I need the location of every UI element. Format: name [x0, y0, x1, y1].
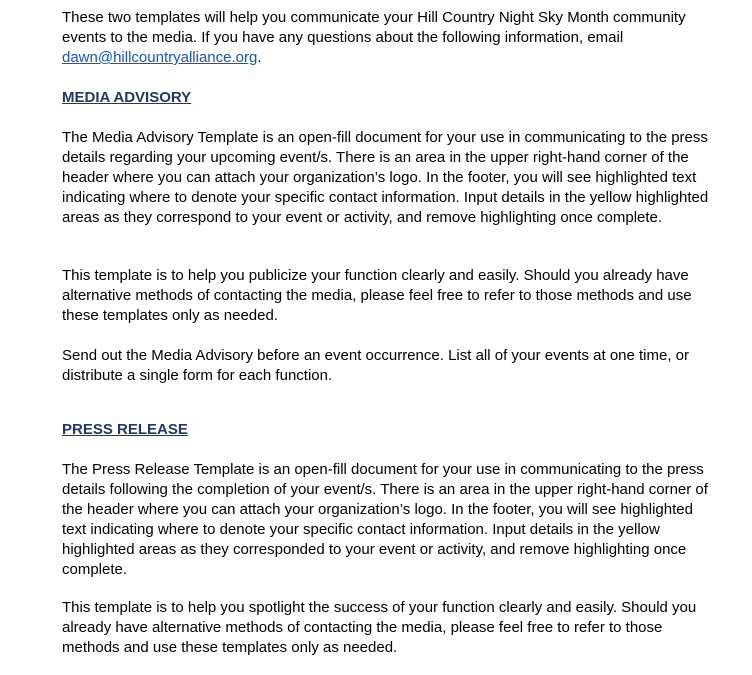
intro-end: .	[257, 49, 262, 66]
press-release-paragraph: The Press Release Template is an open-fill document for your use in communicating to the press details following the completion of your event/s. There is an area in the upper right-hand corner of the header where you can attach your organization’s logo. In the footer, you will see highlighted text indicating where to denote your specific contact information. Input details in the yellow highlighted areas as they corresponded to your event or activity, and remove highlighting once complete.	[62, 461, 708, 578]
media-advisory-paragraph: Send out the Media Advisory before an event occurrence. List all of your events at one time, or distribute a single form for each function.	[62, 347, 690, 384]
intro-paragraph	[62, 8, 712, 68]
media-advisory-heading: MEDIA ADVISORY	[62, 89, 192, 106]
intro-text: These two templates will help you communicate your Hill Country Night Sky Month community events to the media. If you have any questions about the following information, email	[62, 9, 686, 46]
press-release-paragraph: This template is to help you spotlight the success of your function clearly and easily. Should you already have alternative methods of contacting the media, please feel free to refer to those methods and use these templates only as needed.	[62, 599, 697, 656]
contact-email-link[interactable]: dawn@hillcountryalliance.org	[62, 49, 258, 66]
media-advisory-paragraph: The Media Advisory Template is an open-fill document for your use in communicating to the press details regarding your upcoming event/s. There is an area in the upper right-hand corner of the header where you can attach your organization’s logo. In the footer, you will see highlighted text indicating where to denote your specific contact information. Input details in the yellow highlighted areas as they correspond to your event or activity, and remove highlighting once complete.	[62, 129, 709, 226]
press-release-heading: PRESS RELEASE	[62, 421, 188, 438]
media-advisory-paragraph: This template is to help you publicize your function clearly and easily. Should you already have alternative methods of contacting the media, please feel free to refer to those methods and use these templates only as needed.	[62, 267, 692, 324]
